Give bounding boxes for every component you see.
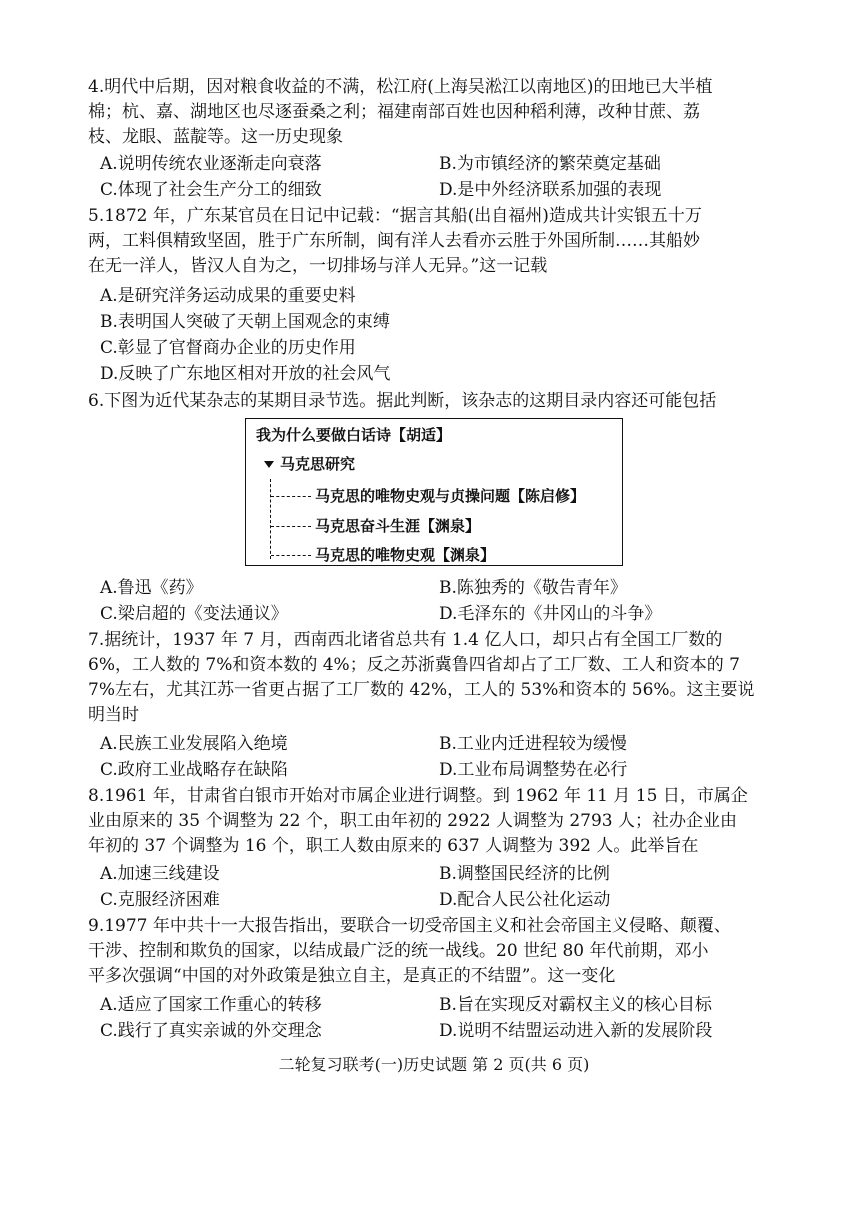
option-c: C.践行了真实亲诚的外交理念 [100, 1020, 322, 1041]
question-line: 8.1961 年，甘肃省白银市开始对市属企业进行调整。到 1962 年 11 月 15 日，市属企 [88, 786, 748, 806]
tree-branch [271, 555, 311, 556]
question-line: 平多次强调“中国的对外政策是独立自主，是真正的不结盟”。这一变化 [88, 966, 616, 986]
question-line: 枝、龙眼、蓝靛等。这一历史现象 [88, 127, 343, 147]
question-line: 棉；杭、嘉、湖地区也尽逐蚕桑之利；福建南部百姓也因种稻利薄，改种甘蔗、荔 [88, 102, 700, 122]
option-d: D.工业布局调整势在必行 [439, 759, 628, 780]
question-4-stem [88, 75, 800, 150]
option-d: D.是中外经济联系加强的表现 [439, 179, 662, 200]
option-b: B.旨在实现反对霸权主义的核心目标 [439, 995, 712, 1015]
toc-section-label: 马克思研究 [280, 455, 356, 473]
option-d: D.毛泽东的《井冈山的斗争》 [439, 603, 662, 624]
option-b: B.工业内迁进程较为缓慢 [439, 734, 627, 754]
question-5-options [100, 283, 800, 387]
triangle-down-icon [264, 461, 274, 468]
tree-branch [271, 496, 311, 497]
question-line: 明当时 [88, 705, 139, 725]
option-b: B.陈独秀的《敬告青年》 [439, 578, 627, 598]
option-a: A.适应了国家工作重心的转移 [100, 995, 322, 1015]
option-c: C.梁启超的《变法通议》 [100, 603, 288, 624]
question-7-stem [88, 628, 800, 728]
page-footer: 二轮复习联考(一)历史试题 第 2 页(共 6 页) [278, 1055, 590, 1074]
question-line: 7.据统计，1937 年 7 月，西南西北诸省总共有 1.4 亿人口，却只占有全国工厂数的 [88, 630, 723, 650]
magazine-toc-figure [245, 418, 623, 566]
toc-item-label: 马克思的唯物史观【渊泉】 [315, 546, 496, 564]
question-6-stem [88, 389, 800, 414]
question-line: 6%，工人数的 7%和资本数的 4%；反之苏浙冀鲁四省却占了工厂数、工人和资本的 7 [88, 655, 740, 675]
toc-item-label: 马克思的唯物史观与贞操问题【陈启修】 [315, 487, 586, 505]
option-a: A.加速三线建设 [100, 864, 220, 884]
option-d: D.配合人民公社化运动 [439, 889, 611, 910]
option-c: C.政府工业战略存在缺陷 [100, 759, 288, 780]
toc-item [271, 544, 495, 565]
question-line: 7%左右，尤其江苏一省更占据了工厂数的 42%，工人的 53%和资本的 56%。这主要说 [88, 680, 755, 700]
question-8-options [100, 862, 800, 913]
option-b: B.调整国民经济的比例 [439, 864, 610, 884]
question-line: 9.1977 年中共十一大报告指出，要联合一切受帝国主义和社会帝国主义侵略、颠覆、 [88, 916, 731, 936]
question-4-options [100, 152, 800, 203]
question-8-stem [88, 784, 800, 859]
toc-item [271, 485, 585, 506]
option-d: D.反映了广东地区相对开放的社会风气 [100, 364, 391, 384]
option-c: C.彰显了官督商办企业的历史作用 [100, 338, 356, 358]
question-line: 年初的 37 个调整为 16 个，职工人数由原来的 637 人调整为 392 人。此举旨在 [88, 836, 699, 856]
question-line: 5.1872 年，广东某官员在日记中记载：“据言其船(出自福州)造成共计实银五十万 [88, 206, 702, 226]
question-line: 6.下图为近代某杂志的某期目录节选。据此判断，该杂志的这期目录内容还可能包括 [88, 391, 717, 411]
toc-item-label: 马克思奋斗生涯【渊泉】 [315, 517, 481, 535]
question-9-options [100, 993, 800, 1044]
question-line: 两，工料俱精致坚固，胜于广东所制，闽有洋人去看亦云胜于外国所制……其船妙 [88, 231, 700, 251]
option-a: A.是研究洋务运动成果的重要史料 [100, 286, 356, 306]
option-a: A.鲁迅《药》 [100, 578, 203, 598]
option-c: C.克服经济困难 [100, 889, 220, 910]
question-7-options [100, 732, 800, 783]
option-a: A.说明传统农业逐渐走向衰落 [100, 154, 322, 174]
toc-item [271, 515, 480, 536]
tree-branch [271, 526, 311, 527]
question-line: 干涉、控制和欺负的国家，以结成最广泛的统一战线。20 世纪 80 年代前期，邓小 [88, 941, 709, 961]
question-line: 业由原来的 35 个调整为 22 个，职工由年初的 2922 人调整为 2793 人；社办企业由 [88, 811, 738, 831]
question-line: 4.明代中后期，因对粮食收益的不满，松江府(上海吴淞江以南地区)的田地已大半植 [88, 77, 713, 97]
question-9-stem [88, 914, 800, 989]
toc-section [264, 453, 355, 474]
option-b: B.表明国人突破了天朝上国观念的束缚 [100, 312, 390, 332]
option-a: A.民族工业发展陷入绝境 [100, 734, 288, 754]
question-5-stem [88, 204, 800, 279]
option-c: C.体现了社会生产分工的细致 [100, 179, 322, 200]
toc-title: 我为什么要做白话诗【胡适】 [256, 426, 452, 444]
option-d: D.说明不结盟运动进入新的发展阶段 [439, 1020, 713, 1041]
question-6-options [100, 576, 800, 627]
question-line: 在无一洋人，皆汉人自为之，一切排场与洋人无异。”这一记载 [88, 256, 548, 276]
option-b: B.为市镇经济的繁荣奠定基础 [439, 154, 661, 174]
